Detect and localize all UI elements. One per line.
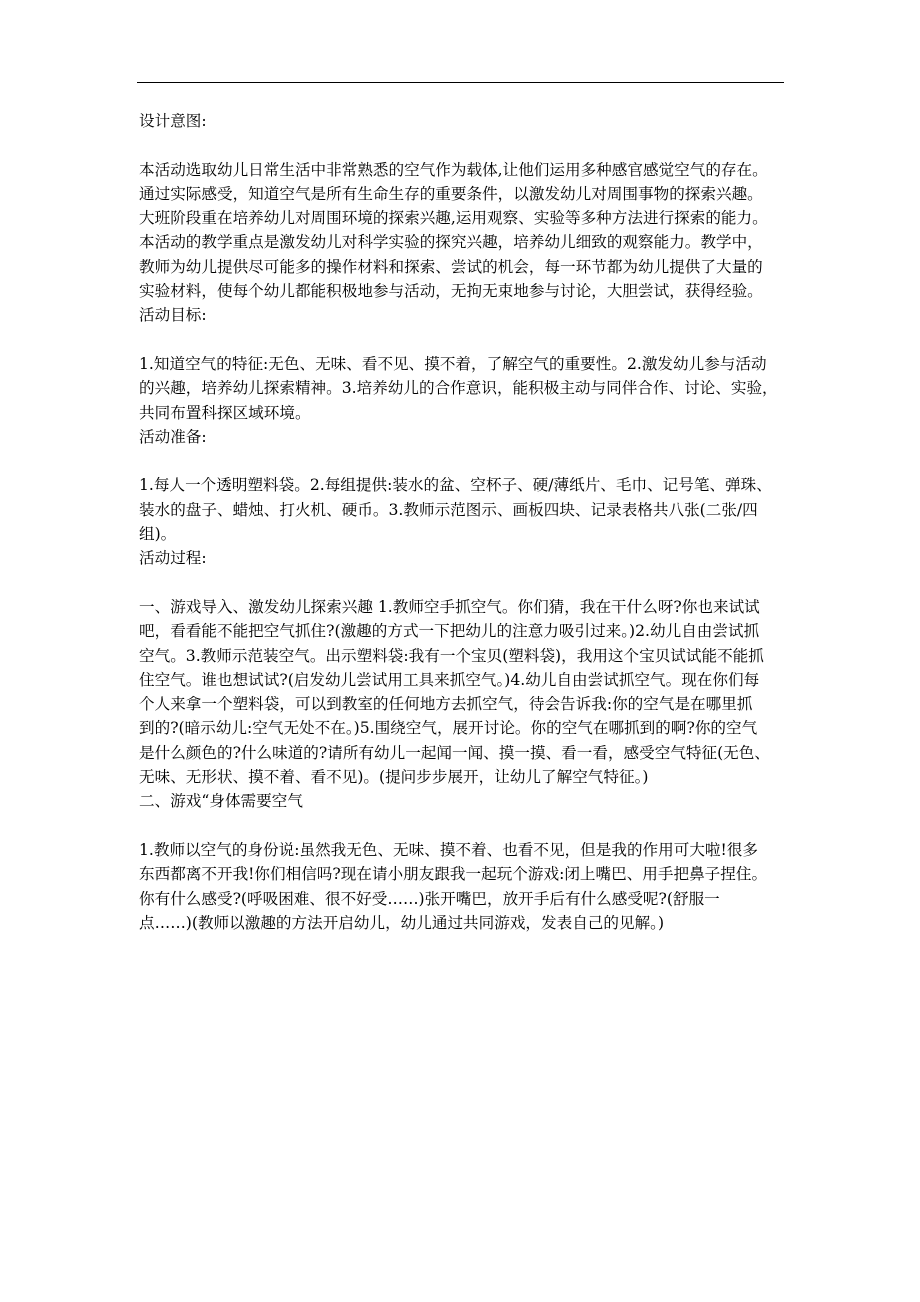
paragraph-line: 吧，看看能不能把空气抓住?(激趣的方式一下把幼儿的注意力吸引过来。)2.幼儿自由尝试抓 (139, 622, 760, 641)
paragraph-line: 空气。3.教师示范装空气。出示塑料袋:我有一个宝贝(塑料袋)，我用这个宝贝试试能不能抓 (139, 646, 764, 665)
paragraph-line: 1.知道空气的特征:无色、无味、看不见、摸不着，了解空气的重要性。2.激发幼儿参与活动 (139, 354, 767, 373)
spacer (139, 571, 791, 595)
section-heading: 活动准备: (139, 427, 207, 446)
paragraph-line: 东西都离不开我!你们相信吗?现在请小朋友跟我一起玩个游戏:闭上嘴巴、用手把鼻子捏住。 (139, 865, 768, 884)
paragraph-line: 到的?(暗示幼儿:空气无处不在。)5.围绕空气，展开讨论。你的空气在哪抓到的啊?你的空气 (139, 719, 758, 738)
paragraph-line: 本活动的教学重点是激发幼儿对科学实验的探究兴趣，培养幼儿细致的观察能力。教学中， (139, 233, 763, 252)
section-heading: 二、游戏“身体需要空气 (139, 792, 303, 811)
section-heading: 设计意图: (139, 112, 207, 130)
section-preparation (139, 425, 791, 546)
paragraph-line: 点……)(教师以激趣的方法开启幼儿，幼儿通过共同游戏，发表自己的见解。) (139, 913, 665, 932)
document-body (139, 109, 791, 935)
paragraph-line: 实验材料，使每个幼儿都能积极地参与活动，无拘无束地参与讨论，大胆尝试，获得经验。 (139, 282, 763, 301)
paragraph-line: 教师为幼儿提供尽可能多的操作材料和探索、尝试的机会，每一环节都为幼儿提供了大量的 (139, 257, 763, 276)
section-game-two (139, 789, 791, 935)
section-paragraph (139, 158, 791, 304)
section-process (139, 546, 791, 789)
section-heading: 活动目标: (139, 306, 207, 325)
section-paragraph (139, 838, 791, 935)
section-paragraph (139, 595, 791, 789)
paragraph-line: 一、游戏导入、激发幼儿探索兴趣 1.教师空手抓空气。你们猜，我在干什么呀?你也来试试 (139, 597, 760, 616)
paragraph-line: 组)。 (139, 525, 177, 544)
section-paragraph (139, 473, 791, 546)
spacer (139, 449, 791, 473)
paragraph-line: 住空气。谁也想试试?(启发幼儿尝试用工具来抓空气。)4.幼儿自由尝试抓空气。现在你们每 (139, 670, 760, 689)
paragraph-line: 共同布置科探区域环境。 (139, 403, 311, 422)
section-goals (139, 303, 791, 424)
section-heading: 活动过程: (139, 549, 207, 568)
paragraph-line: 1.教师以空气的身份说:虽然我无色、无味、摸不着、也看不见，但是我的作用可大啦!很多 (139, 840, 758, 859)
paragraph-line: 你有什么感受?(呼吸困难、很不好受……)张开嘴巴，放开手后有什么感受呢?(舒服一 (139, 889, 720, 908)
paragraph-line: 个人来拿一个塑料袋，可以到教室的任何地方去抓空气，待会告诉我:你的空气是在哪里抓 (139, 695, 753, 714)
paragraph-line: 通过实际感受，知道空气是所有生命生存的重要条件，以激发幼儿对周围事物的探索兴趣。 (139, 184, 763, 203)
paragraph-line: 大班阶段重在培养幼儿对周围环境的探索兴趣,运用观察、实验等多种方法进行探索的能力。 (139, 209, 768, 228)
spacer (139, 814, 791, 838)
paragraph-line: 无味、无形状、摸不着、看不见)。(提问步步展开，让幼儿了解空气特征。) (139, 768, 649, 787)
paragraph-line: 是什么颜色的?什么味道的?请所有幼儿一起闻一闻、摸一摸、看一看，感受空气特征(无色、 (139, 743, 770, 762)
spacer (139, 133, 791, 157)
section-design-intent (139, 109, 791, 303)
paragraph-line: 1.每人一个透明塑料袋。2.每组提供:装水的盆、空杯子、硬/薄纸片、毛巾、记号笔、弹珠、 (139, 476, 772, 495)
spacer (139, 328, 791, 352)
paragraph-line: 装水的盘子、蜡烛、打火机、硬币。3.教师示范图示、画板四块、记录表格共八张(二张/四 (139, 500, 758, 519)
section-paragraph (139, 352, 791, 425)
header-rule (137, 82, 784, 83)
paragraph-line: 的兴趣，培养幼儿探索精神。3.培养幼儿的合作意识，能积极主动与同伴合作、讨论、实验， (139, 379, 778, 398)
paragraph-line: 本活动选取幼儿日常生活中非常熟悉的空气作为载体,让他们运用多种感官感觉空气的存在。 (139, 160, 768, 179)
